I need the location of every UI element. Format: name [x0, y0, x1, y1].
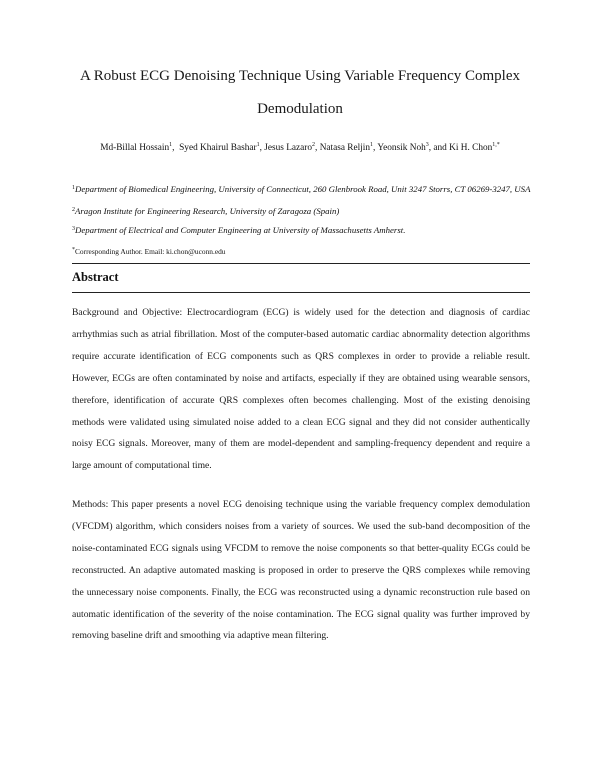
author-affiliation-mark: 3	[425, 142, 429, 148]
affiliation-mark: 1	[72, 185, 75, 191]
author-affiliation-mark: 1	[256, 142, 260, 148]
author-list: Md-Billal Hossain$^1$, Syed Khairul Bashar$^1$, Jesus Lazaro$^2$, Natasa Reljin$^1$, Yeonsik Noh$^3$, and Ki H. Chon$^{1,*}$	[100, 142, 500, 153]
abstract-paragraph-methods: Methods: This paper presents a novel ECG denoising technique using the variable frequency complex demodulation (VFCDM) algorithm, which considers noises from a variety of sources. We used the sub-band decomposition of the noise-contaminated ECG signals using VFCDM to remove the noise components so that better-quality ECGs could be reconstructed. An adaptive automated masking is proposed in order to preserve the QRS complexes while removing the unnecessary noise components. Finally, the ECG was reconstructed using a dynamic reconstruction rule based on automatic identification of the severity of the noise contamination. The ECG signal quality was further improved by removing baseline drift and smoothing via adaptive mean filtering.	[72, 499, 530, 642]
abstract-paragraph-background: Background and Objective: Electrocardiogram (ECG) is widely used for the detection and diagnosis of cardiac arrhythmias such as atrial fibrillation. Most of the computer-based automatic cardiac abnormality detection algorithms require accurate identification of ECG components such as QRS complexes in order to provide a reliable result. However, ECGs are often contaminated by noise and artifacts, especially if they are obtained using wearable sensors, therefore, identification of accurate QRS complexes often becomes challenging. Most of the existing denoising methods were validated using simulated noise added to a clean ECG signal and they did not consider authentically noisy ECG signals. Moreover, many of them are model-dependent and sampling-frequency dependent and require a large amount of computational time.	[72, 307, 530, 472]
author-name: Md-Billal Hossain	[100, 143, 170, 153]
author-affiliation-mark: 1	[169, 142, 173, 148]
affiliation-3	[72, 225, 542, 236]
affiliation-2	[72, 206, 542, 217]
abstract-top-rule	[72, 263, 530, 264]
corresponding-text: Corresponding Author. Email: ki.chon@uconn.edu	[75, 247, 226, 256]
abstract-bottom-rule	[72, 292, 530, 293]
abstract-heading: Abstract	[72, 270, 119, 284]
author-name: Jesus Lazaro	[264, 143, 313, 153]
author-affiliation-mark: 1,*	[492, 142, 500, 148]
affiliation-text: Department of Biomedical Engineering, University of Connecticut, 260 Glenbrook Road, Unit 3247 Storrs, CT 06269-3247, USA	[75, 184, 531, 194]
affiliation-mark: 3	[72, 226, 75, 232]
author-name: Yeonsik Noh	[377, 143, 426, 153]
affiliation-text: Department of Electrical and Computer Engineering at University of Massachusetts Amherst.	[75, 225, 406, 235]
author-name: Natasa Reljin	[319, 143, 371, 153]
affiliation-1	[72, 184, 542, 195]
author-name: Ki H. Chon	[449, 143, 493, 153]
paper-title-line-1: A Robust ECG Denoising Technique Using Variable Frequency Complex	[79, 68, 520, 84]
corresponding-mark: *	[72, 247, 75, 253]
affiliation-text: Aragon Institute for Engineering Research, University of Zaragoza (Spain)	[75, 206, 340, 216]
author-affiliation-mark: 2	[312, 142, 316, 148]
author-name: Syed Khairul Bashar	[179, 143, 257, 153]
corresponding-author-note	[72, 246, 542, 257]
paper-title-line-2: Demodulation	[257, 101, 343, 117]
affiliation-mark: 2	[72, 207, 75, 213]
author-affiliation-mark: 1	[370, 142, 374, 148]
